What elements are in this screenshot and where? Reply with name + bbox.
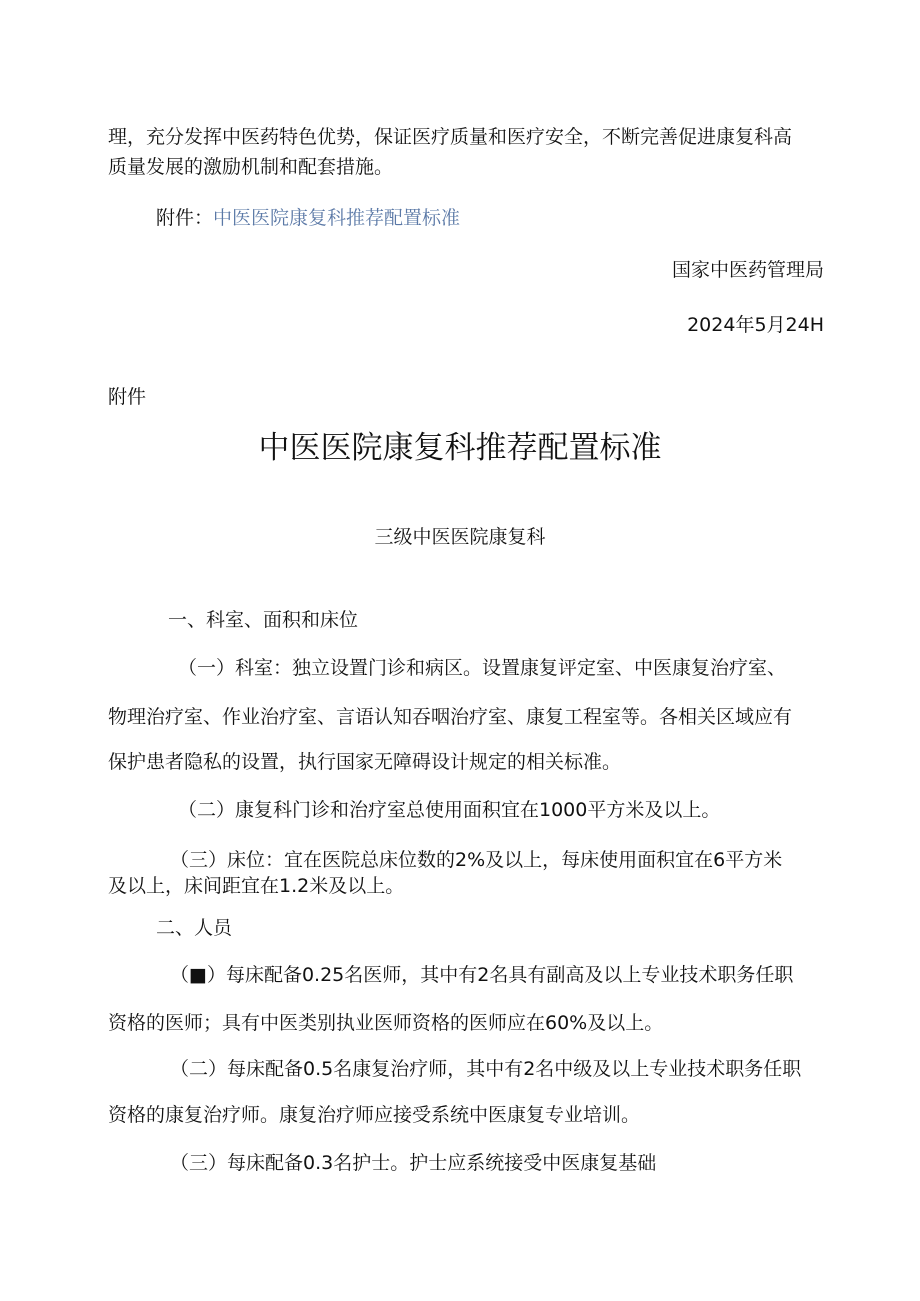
- section-2-heading: 二、人员: [156, 917, 233, 939]
- continuation-line-2: 质量发展的激励机制和配套措施。: [108, 156, 394, 178]
- section-1-item-3-line-2: 及以上，床间距宜在1.2米及以上。: [108, 875, 405, 897]
- attachment-link[interactable]: 中医医院康复科推荐配置标准: [213, 207, 461, 229]
- section-1-item-1-line-2: 物理治疗室、作业治疗室、言语认知吞咽治疗室、康复工程室等。各相关区域应有: [108, 706, 793, 728]
- section-2-item-2-line-2: 资格的康复治疗师。康复治疗师应接受系统中医康复专业培训。: [108, 1104, 641, 1126]
- continuation-line-1: 理，充分发挥中医药特色优势，保证医疗质量和医疗安全，不断完善促进康复科高: [108, 126, 793, 148]
- issue-date: 2024年5月24H: [687, 314, 824, 336]
- section-1-item-1-line-3: 保护患者隐私的设置，执行国家无障碍设计规定的相关标准。: [108, 751, 622, 773]
- section-2-item-2-line-1: （二）每床配备0.5名康复治疗师，其中有2名中级及以上专业技术职务任职: [170, 1058, 802, 1080]
- section-2-item-3: （三）每床配备0.3名护士。护士应系统接受中医康复基础: [170, 1152, 657, 1174]
- section-1-item-2: （二）康复科门诊和治疗室总使用面积宜在1000平方米及以上。: [178, 799, 721, 821]
- section-1-heading: 一、科室、面积和床位: [168, 609, 359, 631]
- attachment-reference: [156, 206, 460, 230]
- appendix-subtitle: 三级中医医院康复科: [374, 526, 546, 548]
- appendix-label: 附件: [108, 386, 147, 408]
- section-1-item-3-line-1: （三）床位：宜在医院总床位数的2%及以上，每床使用面积宜在6平方米: [170, 849, 783, 871]
- appendix-title: 中医医院康复科推荐配置标准: [258, 430, 662, 466]
- section-2-item-1-line-2: 资格的医师；具有中医类别执业医师资格的医师应在60%及以上。: [108, 1012, 664, 1034]
- section-1-item-1-line-1: （一）科室：独立设置门诊和病区。设置康复评定室、中医康复治疗室、: [178, 657, 787, 679]
- section-2-item-1-line-1: （■）每床配备0.25名医师，其中有2名具有副高及以上专业技术职务任职: [170, 964, 794, 986]
- attachment-label: 附件：: [156, 207, 214, 229]
- issuer-signature: 国家中医药管理局: [671, 259, 824, 281]
